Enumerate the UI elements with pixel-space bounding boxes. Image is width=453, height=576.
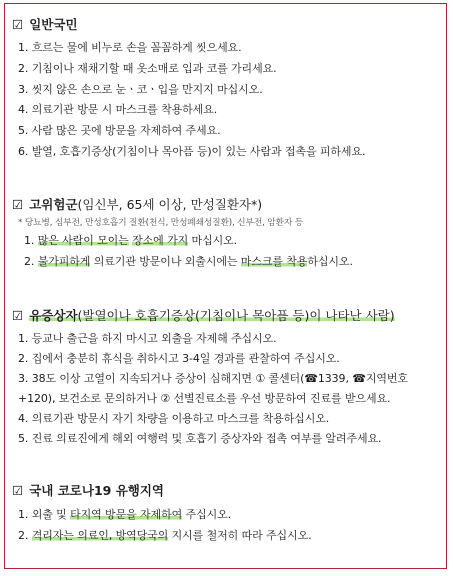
list-item: 3. 씻지 않은 손으로 눈ㆍ코ㆍ입을 만지지 마십시오. xyxy=(18,82,263,96)
section-general-public xyxy=(12,15,447,163)
section-domestic-outbreak xyxy=(12,481,447,547)
list-item: 1. 등교나 출근을 하지 마시고 외출을 자제해 주십시오. xyxy=(18,332,277,345)
list-item xyxy=(12,505,447,526)
highlighted-text: 타지역 방문을 자제하여 xyxy=(70,508,183,521)
item-text: 하십시오. xyxy=(307,254,353,268)
section-subtitle: (발열이나 호흡기증상(기침이나 목아픔 등)이 나타난 사람) xyxy=(77,308,395,323)
list-item xyxy=(12,526,447,547)
list-item: 6. 발열, 호흡기증상(기침이나 목아픔 등)이 있는 사람과 접촉을 피하세요. xyxy=(18,144,366,158)
list-item: 1. 흐르는 물에 비누로 손을 꼼꼼하게 씻으세요. xyxy=(18,41,242,54)
item-text: 2. xyxy=(24,254,38,268)
section-high-risk xyxy=(12,195,447,273)
section-heading xyxy=(12,306,447,326)
section-title: 일반국민 xyxy=(29,17,78,32)
highlighted-text: 마스크를 착용 xyxy=(240,254,308,268)
section-heading xyxy=(12,195,447,215)
item-text: 주십시오. xyxy=(182,508,232,521)
highlighted-text: 장소에 가지 xyxy=(132,234,189,247)
section-subtitle: (임신부, 65세 이상, 만성질환자*) xyxy=(77,197,263,212)
checkbox-icon: ☑ xyxy=(12,483,24,498)
section-heading xyxy=(12,481,447,501)
item-text: 지시를 철저히 따라 주십시오. xyxy=(168,528,312,542)
list-item: 4. 의료기관 방문 시 마스크를 착용하세요. xyxy=(18,103,218,117)
item-text: 의료기관 방문이나 외출시에는 xyxy=(90,254,241,268)
footnote: * 당뇨병, 심부전, 만성호흡기 질환(천식, 만성폐쇄성질환), 신부전, 암환자 등 xyxy=(18,218,304,228)
section-heading xyxy=(12,15,447,35)
list-item: 5. 사람 많은 곳에 방문을 자제하여 주세요. xyxy=(18,124,221,138)
highlighted-text: 격리자는 의료인, 방역당국의 xyxy=(31,528,169,542)
list-item: 4. 의료기관 방문시 자기 차량을 이용하고 마스크를 착용하십시오. xyxy=(18,412,330,425)
item-text: 1. 외출 및 xyxy=(18,508,71,521)
checkbox-icon: ☑ xyxy=(12,308,24,323)
section-title: 국내 코로나19 유행지역 xyxy=(29,483,164,498)
highlighted-text: 많은 사람이 모이는 xyxy=(37,234,129,247)
highlighted-text: 불가피하게 xyxy=(37,254,91,268)
checkbox-icon: ☑ xyxy=(12,197,24,212)
checkbox-icon: ☑ xyxy=(12,17,24,32)
list-item: 3. 38도 이상 고열이 지속되거나 증상이 심해지면 ① 콜센터(☎1339, ☎지역번호 xyxy=(18,372,408,385)
section-title: 유증상자 xyxy=(29,308,78,323)
list-item: 2. 집에서 충분히 휴식을 취하시고 3-4일 경과를 관찰하여 주십시오. xyxy=(18,352,340,365)
list-item xyxy=(12,252,447,273)
item-text: 1. xyxy=(24,234,38,247)
list-item xyxy=(12,231,447,252)
list-item: +120), 보건소로 문의하거나 ② 선별진료소를 우선 방문하여 진료를 받으세요. xyxy=(18,392,391,405)
section-title: 고위험군 xyxy=(29,197,78,212)
item-text: 마십시오. xyxy=(188,234,238,247)
list-item: 5. 진료 의료진에게 해외 여행력 및 호흡기 증상자와 접촉 여부를 알려주세요. xyxy=(18,432,382,445)
list-item: 2. 기침이나 재채기할 때 옷소매로 입과 코를 가리세요. xyxy=(18,61,277,75)
highlighted-text xyxy=(29,308,394,323)
section-symptomatic xyxy=(12,306,447,449)
item-text: 2. xyxy=(18,528,32,542)
